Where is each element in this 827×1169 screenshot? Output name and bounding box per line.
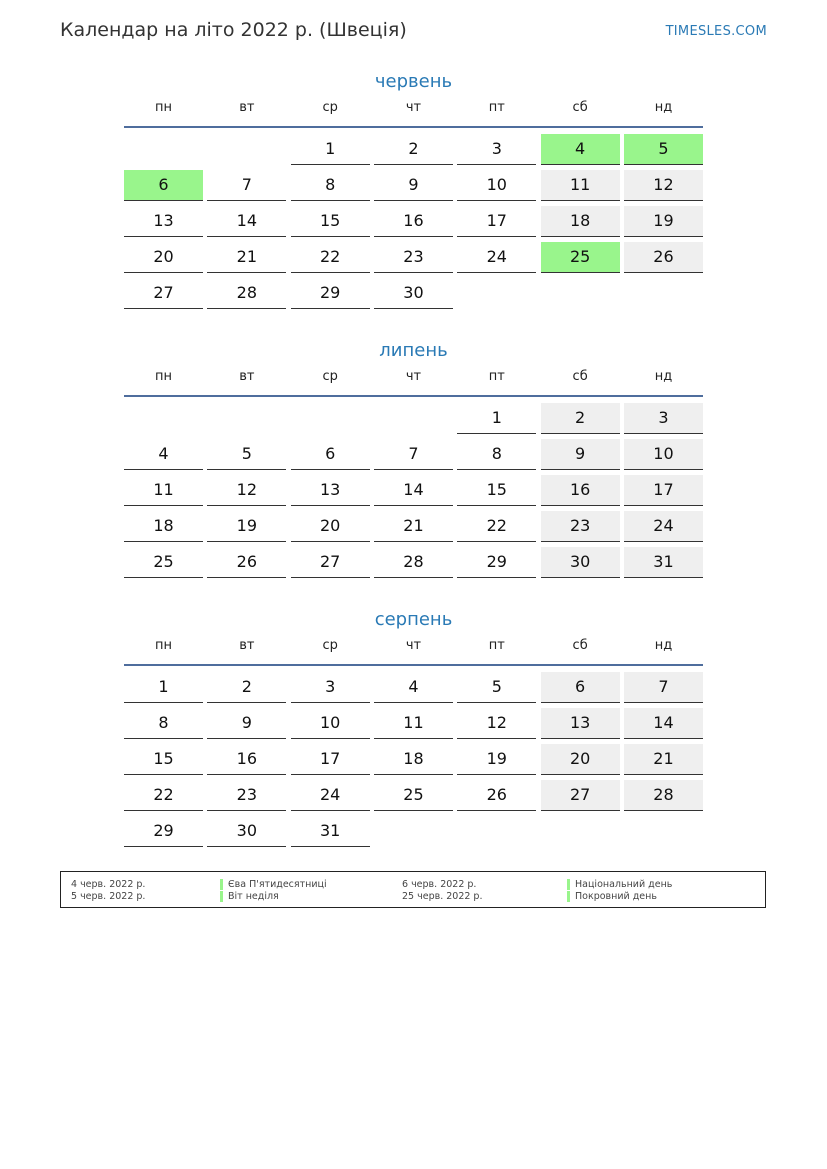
weekday-label: пн xyxy=(155,638,172,653)
weekday-label: вт xyxy=(239,100,255,115)
month-june xyxy=(124,70,703,314)
legend-row xyxy=(61,879,765,891)
day-cell: 13 xyxy=(541,708,620,739)
day-cell: 3 xyxy=(624,403,703,434)
legend-holiday-name: Національний день xyxy=(575,879,673,890)
day-cell: 28 xyxy=(374,547,453,578)
day-cell: 26 xyxy=(457,780,536,811)
header-rule xyxy=(124,664,703,666)
day-cell: 10 xyxy=(457,170,536,201)
day-cell: 15 xyxy=(124,744,203,775)
day-cell: 17 xyxy=(624,475,703,506)
brand-link[interactable]: TIMESLES.COM xyxy=(665,24,767,39)
day-cell: 28 xyxy=(624,780,703,811)
holiday-marker xyxy=(220,879,223,890)
day-cell: 31 xyxy=(624,547,703,578)
empty-cell xyxy=(207,134,286,165)
day-cell: 18 xyxy=(374,744,453,775)
day-cell: 9 xyxy=(374,170,453,201)
weekday-label: пн xyxy=(155,100,172,115)
day-cell: 22 xyxy=(457,511,536,542)
day-cell: 2 xyxy=(207,672,286,703)
weekday-header xyxy=(124,100,703,126)
day-cell: 5 xyxy=(207,439,286,470)
day-cell: 27 xyxy=(291,547,370,578)
day-cell: 6 xyxy=(541,672,620,703)
weekday-label: чт xyxy=(405,100,422,115)
day-cell: 11 xyxy=(124,475,203,506)
day-cell: 23 xyxy=(374,242,453,273)
day-cell: 10 xyxy=(291,708,370,739)
month-august xyxy=(124,608,703,852)
day-cell: 20 xyxy=(124,242,203,273)
weekday-label: пн xyxy=(155,369,172,384)
day-cell: 26 xyxy=(624,242,703,273)
weekday-label: пт xyxy=(488,369,505,384)
day-cell: 19 xyxy=(624,206,703,237)
day-cell: 11 xyxy=(374,708,453,739)
day-cell: 20 xyxy=(291,511,370,542)
day-cell: 25 xyxy=(124,547,203,578)
day-cell: 29 xyxy=(124,816,203,847)
weekday-label: пт xyxy=(488,100,505,115)
day-cell: 29 xyxy=(291,278,370,309)
month-july xyxy=(124,339,703,583)
weekday-header xyxy=(124,369,703,395)
legend-holiday-name: Єва П'ятидесятниці xyxy=(228,879,327,890)
day-cell: 23 xyxy=(541,511,620,542)
day-cell: 30 xyxy=(207,816,286,847)
holiday-marker xyxy=(567,879,570,890)
day-cell: 12 xyxy=(624,170,703,201)
weekday-label: ср xyxy=(322,638,338,653)
day-cell: 28 xyxy=(207,278,286,309)
day-cell: 6 xyxy=(291,439,370,470)
weekday-label: нд xyxy=(654,369,673,384)
weekday-label: ср xyxy=(322,100,338,115)
day-cell: 9 xyxy=(207,708,286,739)
empty-cell xyxy=(207,403,286,434)
weekday-label: вт xyxy=(239,369,255,384)
day-cell: 22 xyxy=(124,780,203,811)
day-cell: 11 xyxy=(541,170,620,201)
weekday-label: сб xyxy=(572,638,588,653)
day-cell: 12 xyxy=(207,475,286,506)
day-cell: 8 xyxy=(457,439,536,470)
holiday-marker xyxy=(220,891,223,902)
day-grid xyxy=(124,672,703,852)
weekday-header xyxy=(124,638,703,664)
month-name: липень xyxy=(379,340,448,361)
day-cell: 26 xyxy=(207,547,286,578)
day-cell: 18 xyxy=(124,511,203,542)
empty-cell xyxy=(291,403,370,434)
day-cell: 4 xyxy=(124,439,203,470)
day-cell: 21 xyxy=(374,511,453,542)
day-cell: 14 xyxy=(374,475,453,506)
month-name: серпень xyxy=(374,609,453,630)
day-cell: 15 xyxy=(291,206,370,237)
day-cell: 12 xyxy=(457,708,536,739)
day-cell: 13 xyxy=(124,206,203,237)
day-cell: 24 xyxy=(291,780,370,811)
day-cell: 21 xyxy=(207,242,286,273)
weekday-label: вт xyxy=(239,638,255,653)
day-cell: 27 xyxy=(541,780,620,811)
day-grid xyxy=(124,403,703,583)
day-cell: 7 xyxy=(374,439,453,470)
page-title: Календар на літо 2022 р. (Швеція) xyxy=(60,19,407,41)
weekday-label: сб xyxy=(572,369,588,384)
day-cell: 30 xyxy=(374,278,453,309)
day-cell: 18 xyxy=(541,206,620,237)
day-cell: 2 xyxy=(541,403,620,434)
weekday-label: ср xyxy=(322,369,338,384)
holiday-day-cell: 25 xyxy=(541,242,620,273)
holiday-day-cell: 4 xyxy=(541,134,620,165)
legend-date: 6 черв. 2022 р. xyxy=(402,879,477,890)
day-cell: 19 xyxy=(457,744,536,775)
day-cell: 7 xyxy=(207,170,286,201)
day-cell: 20 xyxy=(541,744,620,775)
day-cell: 21 xyxy=(624,744,703,775)
day-cell: 3 xyxy=(291,672,370,703)
day-cell: 31 xyxy=(291,816,370,847)
holiday-legend xyxy=(60,871,766,908)
day-cell: 10 xyxy=(624,439,703,470)
weekday-label: нд xyxy=(654,100,673,115)
day-cell: 1 xyxy=(124,672,203,703)
day-cell: 22 xyxy=(291,242,370,273)
legend-date: 4 черв. 2022 р. xyxy=(71,879,146,890)
day-cell: 27 xyxy=(124,278,203,309)
weekday-label: чт xyxy=(405,369,422,384)
day-cell: 14 xyxy=(624,708,703,739)
day-cell: 7 xyxy=(624,672,703,703)
holiday-marker xyxy=(567,891,570,902)
day-cell: 9 xyxy=(541,439,620,470)
header-rule xyxy=(124,126,703,128)
day-cell: 17 xyxy=(291,744,370,775)
holiday-day-cell: 5 xyxy=(624,134,703,165)
day-cell: 16 xyxy=(541,475,620,506)
empty-cell xyxy=(124,134,203,165)
weekday-label: чт xyxy=(405,638,422,653)
weekday-label: нд xyxy=(654,638,673,653)
legend-holiday-name: Віт неділя xyxy=(228,891,279,902)
day-cell: 16 xyxy=(374,206,453,237)
day-cell: 23 xyxy=(207,780,286,811)
day-cell: 24 xyxy=(624,511,703,542)
day-cell: 24 xyxy=(457,242,536,273)
header-rule xyxy=(124,395,703,397)
day-cell: 4 xyxy=(374,672,453,703)
empty-cell xyxy=(124,403,203,434)
holiday-day-cell: 6 xyxy=(124,170,203,201)
day-cell: 1 xyxy=(457,403,536,434)
month-name: червень xyxy=(374,71,453,92)
day-cell: 14 xyxy=(207,206,286,237)
legend-holiday-name: Покровний день xyxy=(575,891,657,902)
legend-date: 25 черв. 2022 р. xyxy=(402,891,483,902)
legend-date: 5 черв. 2022 р. xyxy=(71,891,146,902)
day-cell: 8 xyxy=(291,170,370,201)
day-cell: 29 xyxy=(457,547,536,578)
day-cell: 8 xyxy=(124,708,203,739)
day-cell: 30 xyxy=(541,547,620,578)
day-cell: 3 xyxy=(457,134,536,165)
empty-cell xyxy=(374,403,453,434)
day-cell: 13 xyxy=(291,475,370,506)
day-cell: 15 xyxy=(457,475,536,506)
day-cell: 16 xyxy=(207,744,286,775)
day-grid xyxy=(124,134,703,314)
weekday-label: пт xyxy=(488,638,505,653)
day-cell: 19 xyxy=(207,511,286,542)
day-cell: 2 xyxy=(374,134,453,165)
day-cell: 1 xyxy=(291,134,370,165)
day-cell: 17 xyxy=(457,206,536,237)
weekday-label: сб xyxy=(572,100,588,115)
day-cell: 25 xyxy=(374,780,453,811)
day-cell: 5 xyxy=(457,672,536,703)
legend-row xyxy=(61,891,765,903)
